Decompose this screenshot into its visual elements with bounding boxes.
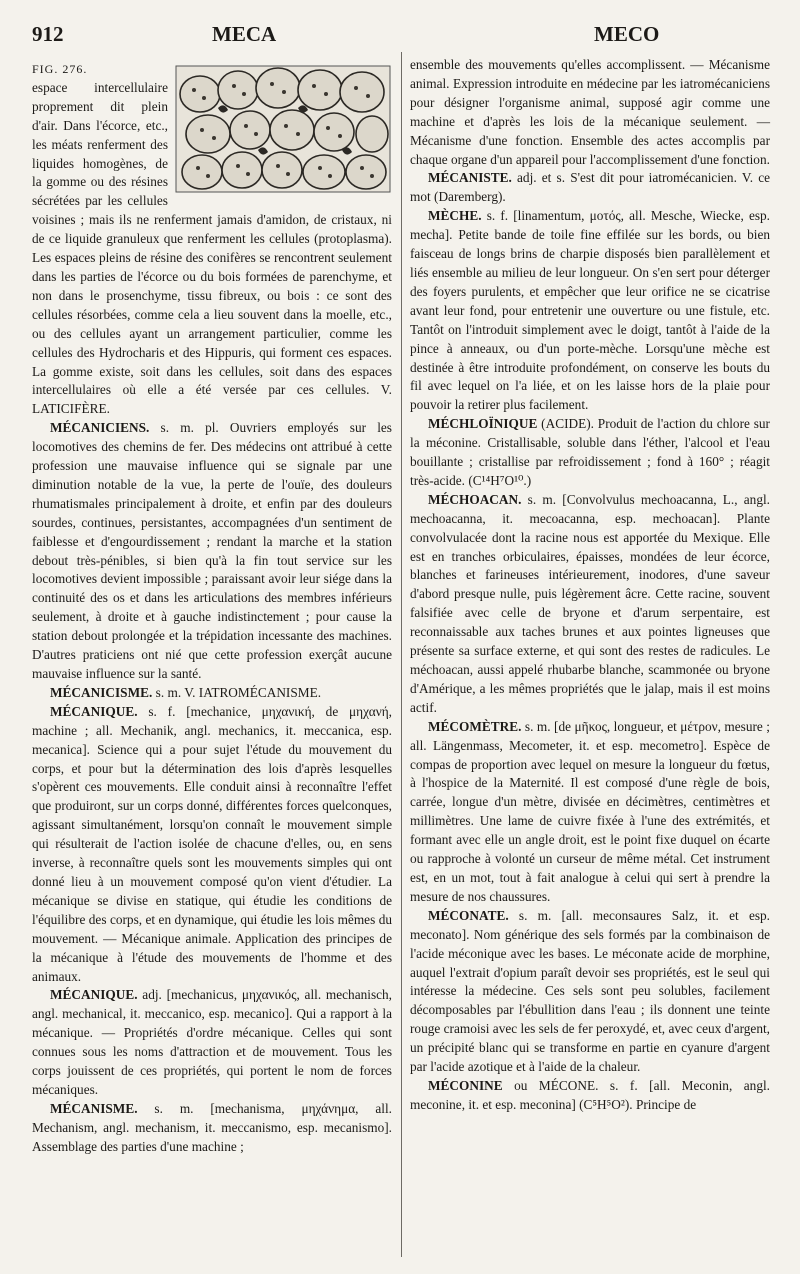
entry-mecanicisme (32, 684, 392, 703)
column-divider (401, 52, 402, 1257)
entry-meconate (410, 907, 770, 1077)
entry-text: s. m. V. IATROMÉCANISME. (152, 684, 322, 700)
entry-text: s. f. [linamentum, μοτός, all. Mesche, Wiecke, esp. mecha]. Petite bande de toile fine effilée sur les bords, ou bien faisceau de longs brins de charpie disposés bien parallèlement et liés ensemble au milieu de leur longueur. On s'en sert pour déterger des foyers purulents, et empêcher que leur orifice ne se cicatrise avant leur fond, pour entretenir une ouverture ou une fistule, etc. Tantôt on l'introduit simplement avec le doigt, tantôt à l'aide de la pince à anneaux, ou d'un porte-mèche. Lorsqu'une mèche est destinée à être introduite profondément, on conserve les bouts du fil avec lequel on l'a liée, et on les laisse hors de la plaie pour pouvoir la retirer plus facilement. (410, 208, 770, 413)
entry-headword: MÉCANICIENS. (50, 420, 150, 436)
entry-text: s. f. [mechanice, μηχανική, de μηχανή, machine ; all. Mechanik, angl. mechanics, it. meccanica, esp. mecanica]. Science qui a pour sujet l'étude du mouvement du corps, et pour but la détermination des lois d'après lesquelles s'opèrent ces mouvements. Elle conduit ainsi à reconnaître l'effet que produiront, sur un corps donné, différentes forces quelconques, agissant simultanément, lorsqu'on connaît le mouvement simple qui résulterait de l'action isolée de chacune d'elles, ou, en sens inverse, à reconnaître quels sont les mouvements simples qui ont donné lieu à un mouvement composé qu'on vient d'étudier. La mécanique se divise en statique, qui étudie les conditions de l'équilibre des corps, et en dynamique, qui étudie les lois mêmes du mouvement. — Mécanique animale. Application des principes de la mécanique à l'étude des mouvements de l'homme et des animaux. (32, 703, 392, 984)
paragraph-text: ensemble des mouvements qu'elles accomplissent. — Mécanisme animal. Expression introduite en médecine par les iatromécaniciens pour désigner l'organisme animal, supposé agir comme une machine et d'après les lois de la mécanique seulement. — Mécanisme d'une fonction. Ensemble des actes accomplis par chaque organe d'un appareil pour l'accomplissement d'une fonction. (410, 57, 770, 167)
entry-mecometre (410, 718, 770, 907)
entry-headword: MÉCONINE (428, 1077, 503, 1093)
paragraph-continuation (410, 56, 770, 169)
entry-text: ou MÉCONE. s. f. [all. Meconin, angl. meconine, it. et esp. meconina] (C⁵H⁵O²). Principe de (410, 1077, 770, 1112)
entry-mechloinique (410, 415, 770, 491)
entry-headword: MÉCANIQUE. (50, 987, 138, 1003)
figure-caption: FIG. 276. (32, 62, 88, 76)
entry-text: adj. [mechanicus, μηχανικός, all. mechanisch, angl. mechanical, it. meccanico, esp. mecanico]. Qui a rapport à la mécanique. — Propriétés d'ordre mécanique. Celles qui sont connues sous les noms d'attraction et de mouvement. Tous les corps jouissent de ces propriétés, qui portent le nom de forces mécaniques. (32, 987, 392, 1097)
entry-headword: MÉCANIQUE. (50, 703, 138, 719)
entry-text: s. m. [mechanisma, μηχάνημα, all. Mechanism, angl. mechanism, it. meccanismo, esp. mecanismo]. Assemblage des parties d'une machine ; (32, 1100, 392, 1154)
entry-text: (ACIDE). Produit de l'action du chlore sur la méconine. Cristallisable, soluble dans l'éther, l'alcool et l'eau bouillante ; cristallise par refroidissement ; fond à 160° ; réagit très-acide. (C¹⁴H⁷O¹⁰.) (410, 416, 770, 488)
entry-headword: MÈCHE. (428, 208, 482, 224)
figure-276 (174, 64, 392, 194)
header-right-title: MECO (594, 22, 660, 46)
entry-meconine (410, 1077, 770, 1115)
entry-text: s. m. [de μῆκος, longueur, et μέτρον, mesure ; all. Längenmass, Mecometer, it. et esp. mecometro]. Espèce de compas de proportion avec lequel on mesure la longueur du fœtus, à l'hospice de la Maternité. Il est composé d'une règle de bois, carrée, longue d'un mètre, divisée en décimètres, centimètres et millimètres. Une lame de cuivre fixée à l'une des extrémités, et formant avec elle un angle droit, est le point fixe duquel on écarte ou rapproche à volonté un curseur de même métal. Cet instrument est, en un mot, tout à fait analogue à celui qui sert à prendre la mesure de nos chaussures. (410, 718, 770, 904)
entry-headword: MÉCANICISME. (50, 684, 153, 700)
page-number: 912 (32, 22, 64, 46)
header-left-title: MECA (212, 22, 277, 46)
entry-text: s. m. pl. Ouvriers employés sur les locomotives des chemins de fer. Des médecins ont attribué à cette profession une mauvaise influence qui se signale par une diminution notable de la vue, la perte de l'ouïe, des douleurs rhumatismales principalement à droite, et enfin par des douleurs sourdes, continues, persistantes, accompagnées d'un sentiment de faiblesse et d'engourdissement ; rendant la marche et la station debout très-pénibles, si bien qu'à la fin tout service sur les locomotives devient impossible ; paraissant avoir leur siége dans la continuité des os et dans les articulations des membres inférieurs seulement, à droite et à gauche indistinctement ; pour cause la station debout prolongée et la trépidation incessante des machines. D'autres praticiens ont nié que cette profession exerçât aucune mauvaise influence sur la santé. (32, 420, 392, 681)
entry-text: s. m. [all. meconsaures Salz, it. et esp. meconato]. Nom générique des sels formés par la combinaison de l'acide méconique avec les bases. Le méconate acide de morphine, auquel l'extrait d'opium paraît devoir ses propriétés, est le seul qui intéresse la médecine. Ces sels sont peu solubles, facilement décomposables par l'ébullition dans l'eau ; ils donnent une teinte rouge cramoisi avec les sels de fer peroxydé, et, avec ceux d'argent, un précipité blanc qui se transforme en partie en cyanure d'argent par l'acide azotique et à l'aide de la chaleur. (410, 907, 770, 1075)
entry-headword: MÉCONATE. (428, 907, 509, 923)
entry-text: s. m. [Convolvulus mechoacanna, L., angl. mechoacanna, it. mecoacanna, esp. mechoacan]. Plante convolvulacée dont la racine nous est apportée du Mexique. Elle est en tranches orbiculaires, épaisses, mondées de leur écorce, blanches et farineuses intérieurement, inodores, d'une saveur d'abord presque nulle, puis légèrement âcre. Cette racine, souvent falsifiée avec celle de bryone et d'arum serpentaire, est reconnaissable aux taches brunes et aux pointes ligneuses que présente sa surface externe, et qui sont des restes de radicules. Le méchoacan, aussi appelé rhubarbe blanche, scammonée ou bryone d'Amérique, a les mêmes propriétés que le jalap, mais il est moins actif. (410, 491, 770, 715)
entry-headword: MÉCANISTE. (428, 170, 512, 186)
right-column (410, 56, 770, 1115)
entry-headword: MÉCHLOÏNIQUE (428, 416, 538, 432)
entry-mecanisme (32, 1100, 392, 1157)
cell-tissue-illustration (174, 64, 392, 194)
running-header (28, 22, 772, 50)
entry-headword: MÉCHOACAN. (428, 491, 522, 507)
entry-mecaniste (410, 169, 770, 207)
entry-meche (410, 207, 770, 415)
paragraph-text: espace intercellulaire proprement dit plein d'air. Dans l'écorce, etc., les méats renferment des liquides homogènes, de la gomme ou des résines sécrétées par les cellules voisines ; mais ils ne renferment jamais d'amidon, de cristaux, ni de ce liquide granuleux que renferment les cellules (protoplasma). Les espaces pleins de résine des conifères se rencontrent seulement dans les parties de l'écorce ou du bois formées de parenchyme, et non dans le prosenchyme, tissu fibreux, ou bois : ce sont des cellules résorbées, comme cela a lieu souvent dans la moelle, etc., ou des cellules ayant un arrangement particulier, comme les cellules des Hydrocharis et des Hippuris, qui forment ces espaces. La gomme existe, soit dans les cellules, soit dans des espaces intercellulaires où elle a été versée par ces cellules. V. LATICIFÈRE. (32, 79, 392, 417)
entry-mecanique-noun (32, 703, 392, 987)
entry-mecanique-adj (32, 986, 392, 1099)
entry-text: adj. et s. S'est dit pour iatromécanicien. V. ce mot (Daremberg). (410, 170, 770, 205)
entry-mecaniciens (32, 419, 392, 684)
entry-headword: MÉCANISME. (50, 1100, 138, 1116)
entry-mechoacan (410, 491, 770, 718)
left-column (32, 56, 392, 1157)
entry-headword: MÉCOMÈTRE. (428, 718, 522, 734)
